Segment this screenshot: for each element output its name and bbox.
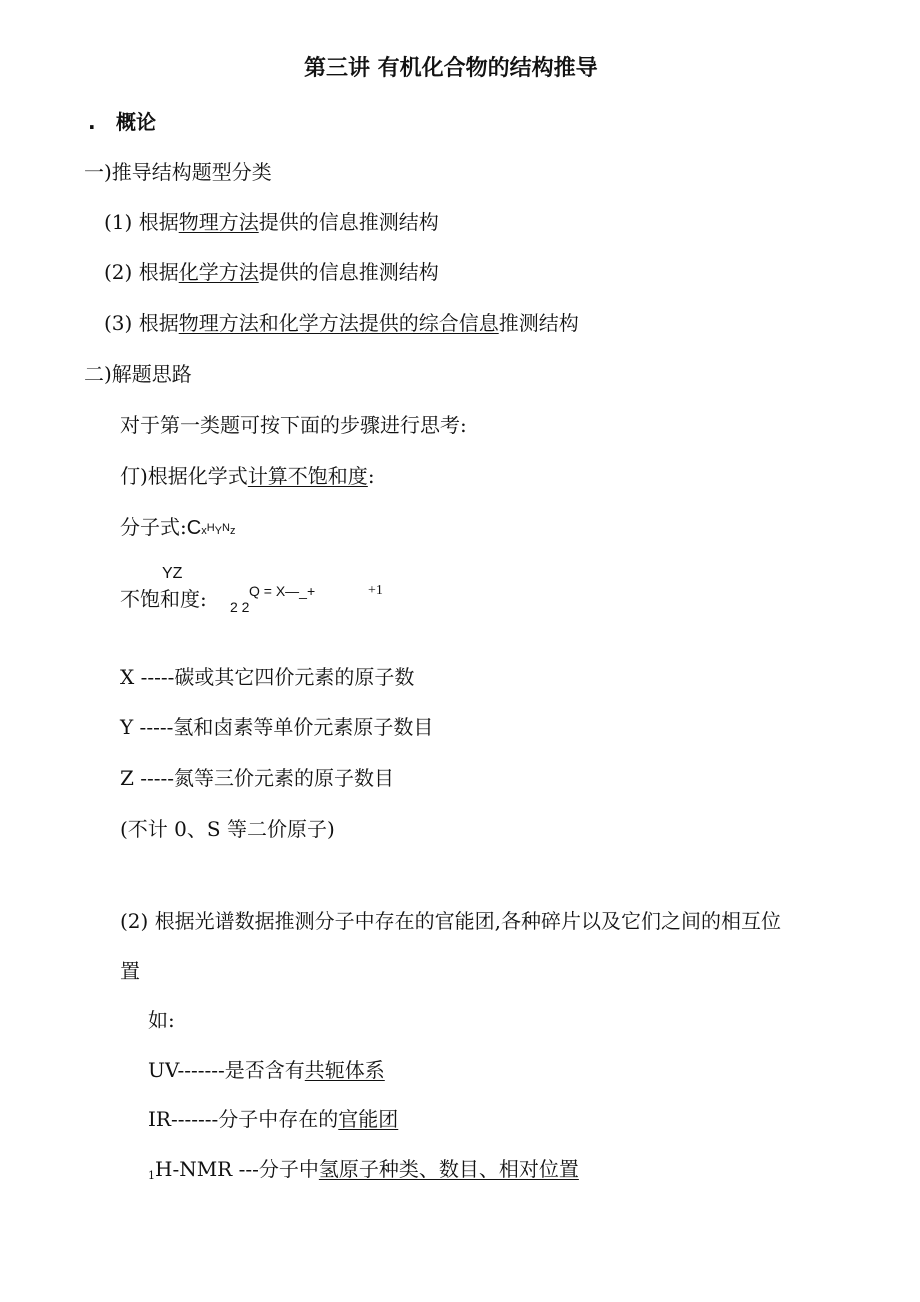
unsat-expression: Q = X—_+ [249,583,316,599]
spectrum-uv [148,1060,385,1080]
def-note: (不计 0、S 等二价原子) [120,817,335,841]
formula-h: H [206,522,215,534]
item-num: (3) [104,311,133,335]
formula-line [120,517,235,538]
sub1-heading: 一)推导结构题型分类 [84,160,272,184]
spectrum-underline: 共轭体系 [304,1058,385,1082]
step1-pre: 仃)根据化学式 [120,464,248,488]
unsat-numerator: YZ [162,565,183,582]
item-post: 提供的信息推测结构 [258,260,439,284]
unsat-label: 不饱和度: [120,587,207,611]
unsat-plus-one: +1 [368,583,383,598]
step2-line1: (2) 根据光谱数据推测分子中存在的官能团,各种碎片以及它们之间的相互位 [120,909,782,933]
section1-bullet: . [88,110,96,134]
item-underline: 物理方法 [178,210,259,234]
def-z: Z -----氮等三价元素的原子数目 [120,766,395,790]
unsat-denominator: 2 2 [230,599,250,615]
formula-x: x [201,525,207,537]
intro-text: 对于第一类题可按下面的步骤进行思考: [120,413,467,437]
step1-underline: 计算不饱和度 [247,464,368,488]
item-post: 推测结构 [498,311,579,335]
formula-label: 分子式: [120,515,187,539]
spectrum-underline: 氢原子种类、数目、相对位置 [318,1157,579,1181]
spectrum-subscript: 1 [148,1169,155,1182]
step2-line2: 置 [120,959,140,983]
def-y: Y -----氢和卤素等单价元素原子数目 [120,715,434,739]
item-num: (1) [104,210,133,234]
formula-c: C [186,517,202,539]
sub2-heading: 二)解题思路 [84,362,192,386]
item-underline: 物理方法和化学方法提供的综合信息 [178,311,499,335]
item-pre: 根据 [138,210,179,234]
item-pre: 根据 [138,311,179,335]
spectrum-text: H-NMR ---分子中 [155,1157,319,1181]
step1-post: : [367,464,375,488]
step1-line [120,466,375,486]
spectrum-nmr [148,1157,579,1182]
page-title: 第三讲 有机化合物的结构推导 [304,56,598,81]
item-pre: 根据 [138,260,179,284]
formula-y: Y [214,525,222,537]
spectrum-underline: 官能团 [338,1107,399,1131]
def-x: X -----碳或其它四价元素的原子数 [120,665,415,689]
spectrum-ir [148,1109,398,1129]
example-label: 如: [148,1008,175,1032]
item-num: (2) [104,260,133,284]
spectrum-text: IR-------分子中存在的 [148,1107,339,1131]
item-post: 提供的信息推测结构 [258,210,439,234]
spectrum-text: UV-------是否含有 [148,1058,305,1082]
section1-label: 概论 [116,110,156,134]
list-item-2 [104,262,439,282]
list-item-3 [104,313,579,333]
list-item-1 [104,212,439,232]
formula-z: z [229,525,236,537]
formula-n: N [222,522,230,534]
item-underline: 化学方法 [178,260,259,284]
